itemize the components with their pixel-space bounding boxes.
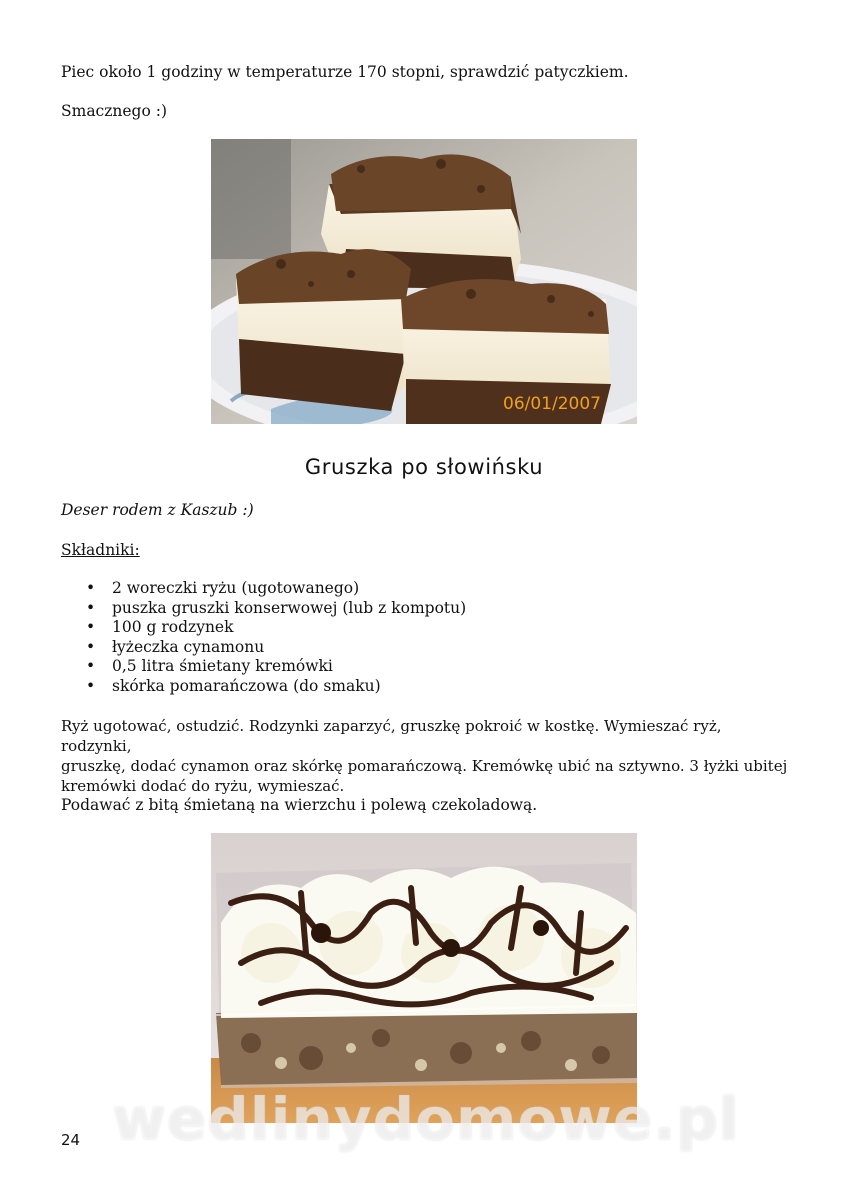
dessert-photo bbox=[211, 833, 637, 1123]
ingredient-text: 100 g rodzynek bbox=[112, 618, 234, 637]
bullet: • bbox=[86, 618, 96, 637]
list-item bbox=[61, 638, 466, 658]
ingredient-text: 0,5 litra śmietany kremówki bbox=[112, 657, 333, 676]
instructions-line: kremówki dodać do ryżu, wymieszać. bbox=[61, 777, 345, 795]
watermark: wedlinydomowe.pl bbox=[112, 1085, 740, 1153]
ingredients-list bbox=[61, 579, 466, 697]
ingredient-text: skórka pomarańczowa (do smaku) bbox=[112, 676, 381, 695]
bullet: • bbox=[86, 579, 96, 597]
ingredients-heading: Składniki: bbox=[61, 541, 140, 559]
bullet: • bbox=[86, 657, 96, 676]
list-item bbox=[61, 618, 466, 638]
date-stamp: 06/01/2007 bbox=[503, 394, 601, 414]
recipe-title: Gruszka po słowińsku bbox=[304, 455, 544, 479]
list-item bbox=[61, 579, 466, 599]
bullet: • bbox=[86, 676, 96, 695]
list-item bbox=[61, 657, 466, 677]
recipe-subtitle: Deser rodem z Kaszub :) bbox=[61, 501, 254, 519]
ingredient-text: 2 woreczki ryżu (ugotowanego) bbox=[112, 579, 360, 597]
cheesecake-photo bbox=[211, 139, 637, 424]
page-number: 24 bbox=[61, 1131, 81, 1149]
baking-instruction: Piec około 1 godziny w temperaturze 170 stopni, sprawdzić patyczkiem. bbox=[61, 63, 629, 81]
instructions-line: gruszkę, dodać cynamon oraz skórkę pomarańczową. Kremówkę ubić na sztywno. 3 łyżki ubitej bbox=[61, 757, 788, 775]
ingredient-text: puszka gruszki konserwowej (lub z kompotu) bbox=[112, 598, 467, 617]
instructions-paragraph bbox=[61, 716, 791, 796]
closing-text: Smacznego :) bbox=[61, 102, 168, 120]
bullet: • bbox=[86, 637, 96, 656]
ingredient-text: łyżeczka cynamonu bbox=[112, 637, 265, 656]
list-item bbox=[61, 677, 466, 697]
bullet: • bbox=[86, 598, 96, 617]
serving-text: Podawać z bitą śmietaną na wierzchu i polewą czekoladową. bbox=[61, 796, 538, 814]
list-item bbox=[61, 599, 466, 619]
instructions-line: Ryż ugotować, ostudzić. Rodzynki zaparzyć, gruszkę pokroić w kostkę. Wymieszać ryż, rodzynki, bbox=[61, 717, 722, 755]
